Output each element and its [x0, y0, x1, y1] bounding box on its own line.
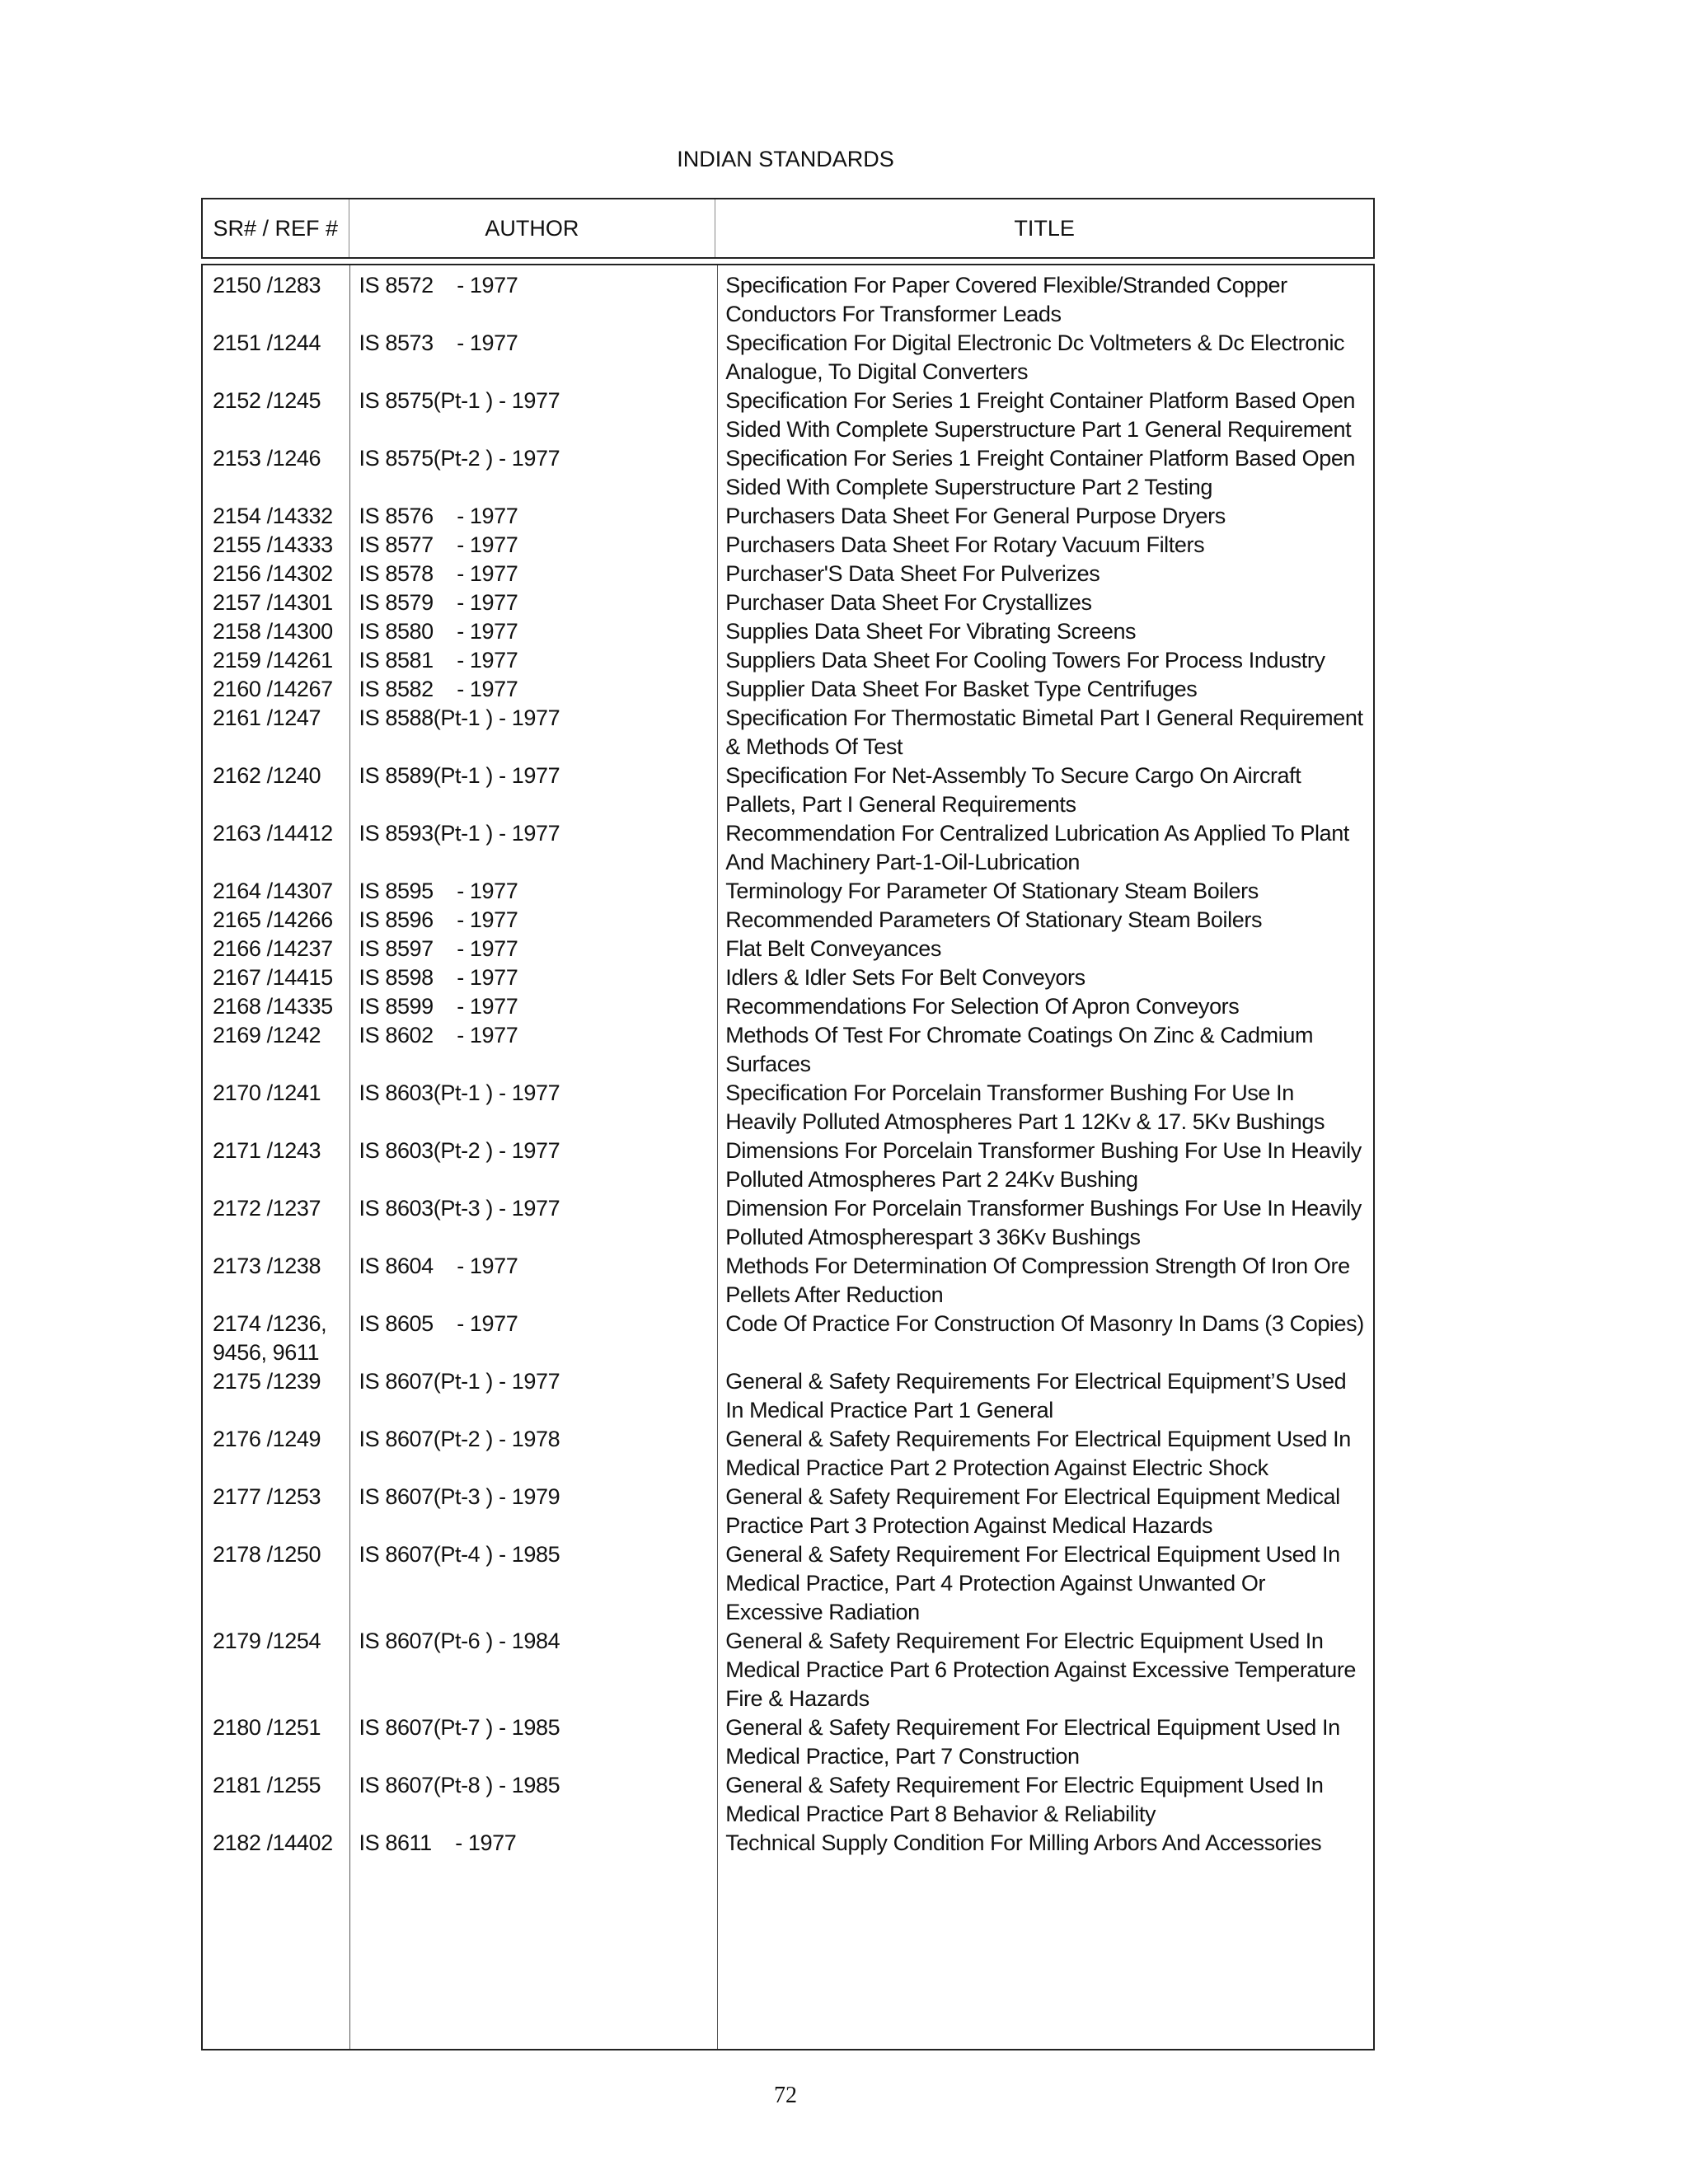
sr-ref-cell: 2162 /1240: [213, 763, 321, 788]
author-cell: IS 8580 - 1977: [359, 619, 518, 644]
author-cell: IS 8589(Pt-1 ) - 1977: [359, 763, 560, 788]
page-number: 72: [774, 2083, 797, 2108]
author-cell: IS 8607(Pt-2 ) - 1978: [359, 1427, 560, 1451]
author-cell: IS 8588(Pt-1 ) - 1977: [359, 705, 560, 730]
sr-ref-cell: 2174 /1236, 9456, 9611: [213, 1311, 327, 1365]
title-cell: General & Safety Requirements For Electrical Equipment Used In Medical Practice Part 2 Protection Against Electric Shock: [725, 1427, 1351, 1480]
sr-ref-cell: 2171 /1243: [213, 1138, 321, 1163]
title-cell: Specification For Porcelain Transformer Bushing For Use In Heavily Polluted Atmospheres Part 1 12Kv & 17. 5Kv Bushings: [725, 1080, 1325, 1134]
author-cell: IS 8575(Pt-1 ) - 1977: [359, 388, 560, 413]
author-cell: IS 8603(Pt-2 ) - 1977: [359, 1138, 560, 1163]
table-row: [203, 762, 1373, 819]
sr-ref-cell: 2161 /1247: [213, 705, 321, 730]
title-cell: Dimension For Porcelain Transformer Bushings For Use In Heavily Polluted Atmospherespart 3 36Kv Bushings: [725, 1196, 1362, 1249]
sr-ref-cell: 2173 /1238: [213, 1254, 321, 1278]
author-cell: IS 8607(Pt-1 ) - 1977: [359, 1369, 560, 1394]
column-header-author: AUTHOR: [349, 199, 716, 257]
title-cell: Purchasers Data Sheet For Rotary Vacuum Filters: [725, 532, 1205, 557]
author-cell: IS 8595 - 1977: [359, 879, 518, 903]
table-row: [203, 1540, 1373, 1627]
sr-ref-cell: 2170 /1241: [213, 1080, 321, 1105]
title-cell: General & Safety Requirements For Electrical Equipment’S Used In Medical Practice Part 1 General: [725, 1369, 1347, 1422]
sr-ref-cell: 2172 /1237: [213, 1196, 321, 1221]
table-row: [203, 935, 1373, 963]
sr-ref-cell: 2166 /14237: [213, 936, 333, 961]
sr-ref-cell: 2158 /14300: [213, 619, 333, 644]
title-cell: Specification For Series 1 Freight Container Platform Based Open Sided With Complete Superstructure Part 2 Testing: [725, 446, 1356, 499]
author-cell: IS 8607(Pt-3 ) - 1979: [359, 1484, 560, 1509]
table-header: [201, 198, 1375, 259]
table-row: [203, 560, 1373, 588]
author-cell: IS 8575(Pt-2 ) - 1977: [359, 446, 560, 471]
table-row: [203, 1713, 1373, 1771]
standards-table: [201, 264, 1375, 2050]
table-row: [203, 906, 1373, 935]
title-cell: General & Safety Requirement For Electric Equipment Used In Medical Practice Part 8 Behavior & Reliability: [725, 1773, 1324, 1826]
title-cell: Specification For Series 1 Freight Container Platform Based Open Sided With Complete Superstructure Part 1 General Requirement: [725, 388, 1356, 442]
sr-ref-cell: 2176 /1249: [213, 1427, 321, 1451]
author-cell: IS 8604 - 1977: [359, 1254, 518, 1278]
author-cell: IS 8607(Pt-8 ) - 1985: [359, 1773, 560, 1797]
author-cell: IS 8599 - 1977: [359, 994, 518, 1019]
author-cell: IS 8579 - 1977: [359, 590, 518, 615]
sr-ref-cell: 2153 /1246: [213, 446, 321, 471]
sr-ref-cell: 2150 /1283: [213, 273, 321, 298]
table-row: [203, 588, 1373, 617]
title-cell: Specification For Digital Electronic Dc Voltmeters & Dc Electronic Analogue, To Digital Converters: [725, 330, 1345, 384]
author-cell: IS 8577 - 1977: [359, 532, 518, 557]
sr-ref-cell: 2151 /1244: [213, 330, 321, 355]
title-cell: Dimensions For Porcelain Transformer Bushing For Use In Heavily Polluted Atmospheres Part 2 24Kv Bushing: [725, 1138, 1362, 1192]
title-cell: Technical Supply Condition For Milling Arbors And Accessories: [725, 1830, 1322, 1855]
sr-ref-cell: 2163 /14412: [213, 821, 333, 846]
title-cell: Purchasers Data Sheet For General Purpose Dryers: [725, 504, 1226, 528]
author-cell: IS 8598 - 1977: [359, 965, 518, 990]
table-row: [203, 992, 1373, 1021]
title-cell: General & Safety Requirement For Electrical Equipment Used In Medical Practice, Part 7 Construction: [725, 1715, 1340, 1769]
sr-ref-cell: 2179 /1254: [213, 1629, 321, 1653]
title-cell: General & Safety Requirement For Electric Equipment Used In Medical Practice Part 6 Protection Against Excessive Temperature Fire & Hazards: [725, 1629, 1357, 1711]
title-cell: Code Of Practice For Construction Of Masonry In Dams (3 Copies): [725, 1311, 1364, 1336]
title-cell: Purchaser Data Sheet For Crystallizes: [725, 590, 1092, 615]
author-cell: IS 8603(Pt-1 ) - 1977: [359, 1080, 560, 1105]
sr-ref-cell: 2164 /14307: [213, 879, 333, 903]
author-cell: IS 8593(Pt-1 ) - 1977: [359, 821, 560, 846]
sr-ref-cell: 2152 /1245: [213, 388, 321, 413]
sr-ref-cell: 2180 /1251: [213, 1715, 321, 1740]
sr-ref-cell: 2156 /14302: [213, 561, 333, 586]
table-row: [203, 877, 1373, 906]
page-title: INDIAN STANDARDS: [677, 147, 894, 171]
title-cell: Idlers & Idler Sets For Belt Conveyors: [725, 965, 1085, 990]
table-rows: [203, 271, 1373, 1858]
table-row: [203, 1194, 1373, 1252]
table-row: [203, 1829, 1373, 1858]
table-row: [203, 1252, 1373, 1310]
table-row: [203, 444, 1373, 502]
title-cell: Specification For Paper Covered Flexible/Stranded Copper Conductors For Transformer Leads: [725, 273, 1287, 326]
table-row: [203, 704, 1373, 762]
table-row: [203, 1627, 1373, 1713]
table-row: [203, 675, 1373, 704]
table-row: [203, 1771, 1373, 1829]
title-cell: Supplies Data Sheet For Vibrating Screens: [725, 619, 1137, 644]
title-cell: Flat Belt Conveyances: [725, 936, 941, 961]
sr-ref-cell: 2165 /14266: [213, 907, 333, 932]
author-cell: IS 8611 - 1977: [359, 1830, 517, 1855]
title-cell: Specification For Net-Assembly To Secure Cargo On Aircraft Pallets, Part I General Requirements: [725, 763, 1301, 817]
title-cell: Suppliers Data Sheet For Cooling Towers For Process Industry: [725, 648, 1325, 673]
table-row: [203, 617, 1373, 646]
sr-ref-cell: 2178 /1250: [213, 1542, 321, 1567]
table-row: [203, 1137, 1373, 1194]
title-cell: Methods Of Test For Chromate Coatings On Zinc & Cadmium Surfaces: [725, 1023, 1314, 1076]
title-cell: Supplier Data Sheet For Basket Type Centrifuges: [725, 677, 1198, 701]
author-cell: IS 8581 - 1977: [359, 648, 518, 673]
sr-ref-cell: 2167 /14415: [213, 965, 333, 990]
table-row: [203, 1021, 1373, 1079]
title-cell: Specification For Thermostatic Bimetal Part I General Requirement & Methods Of Test: [725, 705, 1363, 759]
sr-ref-cell: 2157 /14301: [213, 590, 333, 615]
table-row: [203, 1483, 1373, 1540]
table-row: [203, 387, 1373, 444]
author-cell: IS 8572 - 1977: [359, 273, 518, 298]
sr-ref-cell: 2169 /1242: [213, 1023, 321, 1047]
author-cell: IS 8607(Pt-6 ) - 1984: [359, 1629, 560, 1653]
table-row: [203, 646, 1373, 675]
table-row: [203, 329, 1373, 387]
author-cell: IS 8582 - 1977: [359, 677, 518, 701]
sr-ref-cell: 2160 /14267: [213, 677, 333, 701]
sr-ref-cell: 2155 /14333: [213, 532, 333, 557]
author-cell: IS 8576 - 1977: [359, 504, 518, 528]
author-cell: IS 8573 - 1977: [359, 330, 518, 355]
sr-ref-cell: 2177 /1253: [213, 1484, 321, 1509]
sr-ref-cell: 2168 /14335: [213, 994, 333, 1019]
table-row: [203, 1425, 1373, 1483]
author-cell: IS 8578 - 1977: [359, 561, 518, 586]
title-cell: Methods For Determination Of Compression Strength Of Iron Ore Pellets After Reduction: [725, 1254, 1350, 1307]
sr-ref-cell: 2154 /14332: [213, 504, 333, 528]
author-cell: IS 8597 - 1977: [359, 936, 518, 961]
title-cell: General & Safety Requirement For Electrical Equipment Medical Practice Part 3 Protection Against Medical Hazards: [725, 1484, 1340, 1538]
table-row: [203, 531, 1373, 560]
author-cell: IS 8607(Pt-4 ) - 1985: [359, 1542, 560, 1567]
table-row: [203, 271, 1373, 329]
author-cell: IS 8603(Pt-3 ) - 1977: [359, 1196, 560, 1221]
title-cell: Recommended Parameters Of Stationary Steam Boilers: [725, 907, 1263, 932]
author-cell: IS 8602 - 1977: [359, 1023, 518, 1047]
table-row: [203, 819, 1373, 877]
author-cell: IS 8607(Pt-7 ) - 1985: [359, 1715, 560, 1740]
sr-ref-cell: 2159 /14261: [213, 648, 333, 673]
title-cell: Purchaser'S Data Sheet For Pulverizes: [725, 561, 1100, 586]
sr-ref-cell: 2175 /1239: [213, 1369, 321, 1394]
table-row: [203, 1079, 1373, 1137]
sr-ref-cell: 2182 /14402: [213, 1830, 333, 1855]
column-header-sr-ref: SR# / REF #: [203, 199, 349, 257]
title-cell: Terminology For Parameter Of Stationary Steam Boilers: [725, 879, 1259, 903]
title-cell: Recommendations For Selection Of Apron Conveyors: [725, 994, 1240, 1019]
title-cell: Recommendation For Centralized Lubrication As Applied To Plant And Machinery Part-1-Oil-Lubrication: [725, 821, 1349, 874]
title-cell: General & Safety Requirement For Electrical Equipment Used In Medical Practice, Part 4 Protection Against Unwanted Or Excessive Radiation: [725, 1542, 1340, 1624]
table-row: [203, 502, 1373, 531]
author-cell: IS 8596 - 1977: [359, 907, 518, 932]
table-row: [203, 963, 1373, 992]
column-header-title: TITLE: [1014, 215, 1075, 241]
table-row: [203, 1367, 1373, 1425]
table-row: [203, 1310, 1373, 1367]
sr-ref-cell: 2181 /1255: [213, 1773, 321, 1797]
author-cell: IS 8605 - 1977: [359, 1311, 518, 1336]
